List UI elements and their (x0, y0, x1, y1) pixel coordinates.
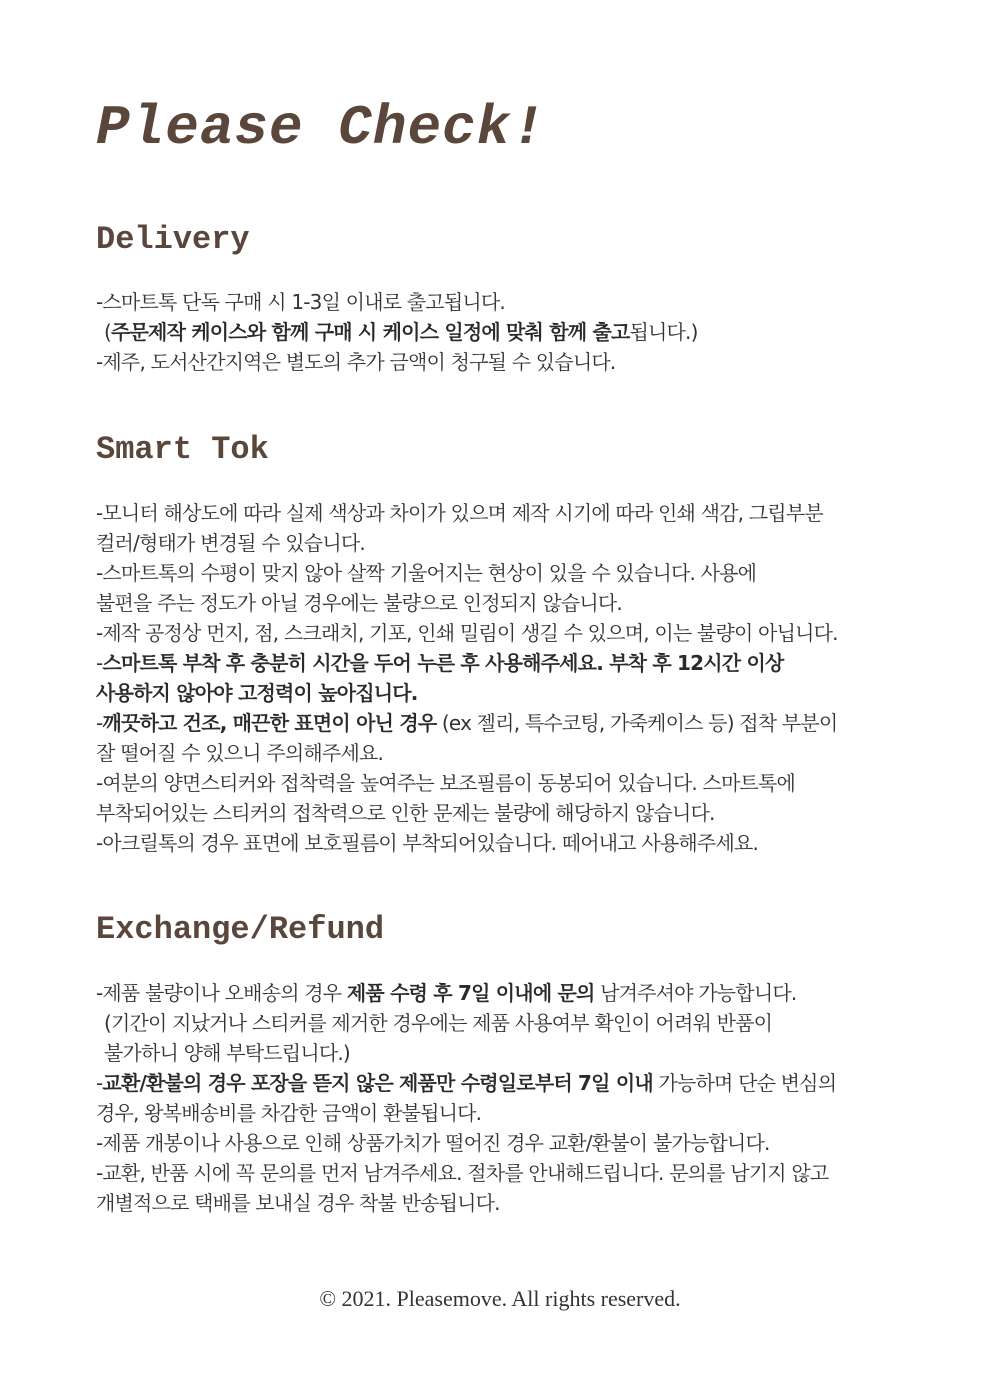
exchange-item (96, 1068, 926, 1128)
smart-tok-text: (ex 젤리, 특수코팅, 가죽케이스 등) 접착 부분이 잘 떨어질 수 있으니 주의해주세요. (96, 711, 838, 765)
exchange-note: (기간이 지났거나 스티커를 제거한 경우에는 제품 사용여부 확인이 어려워 반품이 불가하니 양해 부탁드립니다.) (104, 1011, 773, 1065)
delivery-line: -스마트톡 단독 구매 시 1-3일 이내로 출고됩니다. (96, 290, 505, 314)
exchange-refund-heading: Exchange/Refund (96, 911, 385, 948)
exchange-bold-text: 교환/환불의 경우 포장을 뜯지 않은 제품만 수령일로부터 7일 이내 (102, 1071, 653, 1095)
smart-tok-section (96, 498, 926, 858)
delivery-note-tail: 됩니다.) (629, 320, 698, 344)
delivery-section (96, 287, 926, 377)
smart-tok-item: -제작 공정상 먼지, 점, 스크래치, 기포, 인쇄 밀림이 생길 수 있으며, 이는 불량이 아닙니다. (96, 621, 838, 645)
smart-tok-item (96, 648, 926, 708)
delivery-heading: Delivery (96, 221, 250, 258)
smart-tok-item (96, 708, 926, 768)
exchange-bold-text: 제품 수령 후 7일 이내에 문의 (346, 981, 595, 1005)
exchange-text: 가능하며 단순 변심의 경우, 왕복배송비를 차감한 금액이 환불됩니다. (96, 1071, 837, 1125)
copyright-footer: © 2021. Pleasemove. All rights reserved. (319, 1286, 681, 1311)
smart-tok-item: -모니터 해상도에 따라 실제 색상과 차이가 있으며 제작 시기에 따라 인쇄 색감, 그립부분 컬러/형태가 변경될 수 있습니다. (96, 501, 823, 555)
item-dash: - (96, 651, 103, 675)
smart-tok-item: -아크릴톡의 경우 표면에 보호필름이 부착되어있습니다. 떼어내고 사용해주세요. (96, 831, 759, 855)
exchange-refund-section (96, 978, 926, 1218)
item-dash: - (96, 1071, 103, 1095)
exchange-text: 남겨주셔야 가능합니다. (594, 981, 797, 1005)
item-dash: - (96, 711, 103, 735)
smart-tok-item: -스마트톡의 수평이 맞지 않아 살짝 기울어지는 현상이 있을 수 있습니다. 사용에 불편을 주는 정도가 아닐 경우에는 불량으로 인정되지 않습니다. (96, 561, 757, 615)
exchange-item: -제품 개봉이나 사용으로 인해 상품가치가 떨어진 경우 교환/환불이 불가능합니다. (96, 1131, 770, 1155)
exchange-text: -제품 불량이나 오배송의 경우 (96, 981, 347, 1005)
delivery-line: -제주, 도서산간지역은 별도의 추가 금액이 청구될 수 있습니다. (96, 350, 616, 374)
smart-tok-item: -여분의 양면스티커와 접착력을 높여주는 보조필름이 동봉되어 있습니다. 스마트톡에 부착되어있는 스티커의 접착력으로 인한 문제는 불량에 해당하지 않습니다. (96, 771, 796, 825)
exchange-item (96, 978, 926, 1008)
smart-tok-heading: Smart Tok (96, 431, 269, 468)
delivery-line (96, 317, 926, 347)
smart-tok-bold-text: 깨끗하고 건조, 매끈한 표면이 아닌 경우 (102, 711, 437, 735)
smart-tok-bold-text: 스마트톡 부착 후 충분히 시간을 두어 누른 후 사용해주세요. 부착 후 12시간 이상 사용하지 않아야 고정력이 높아집니다. (96, 651, 784, 705)
page-title: Please Check! (96, 96, 546, 160)
exchange-item: -교환, 반품 시에 꼭 문의를 먼저 남겨주세요. 절차를 안내해드립니다. 문의를 남기지 않고 개별적으로 택배를 보내실 경우 착불 반송됩니다. (96, 1161, 829, 1215)
paren-open: ( (104, 320, 112, 344)
delivery-bold-note: 주문제작 케이스와 함께 구매 시 케이스 일정에 맞춰 함께 출고 (111, 320, 630, 344)
